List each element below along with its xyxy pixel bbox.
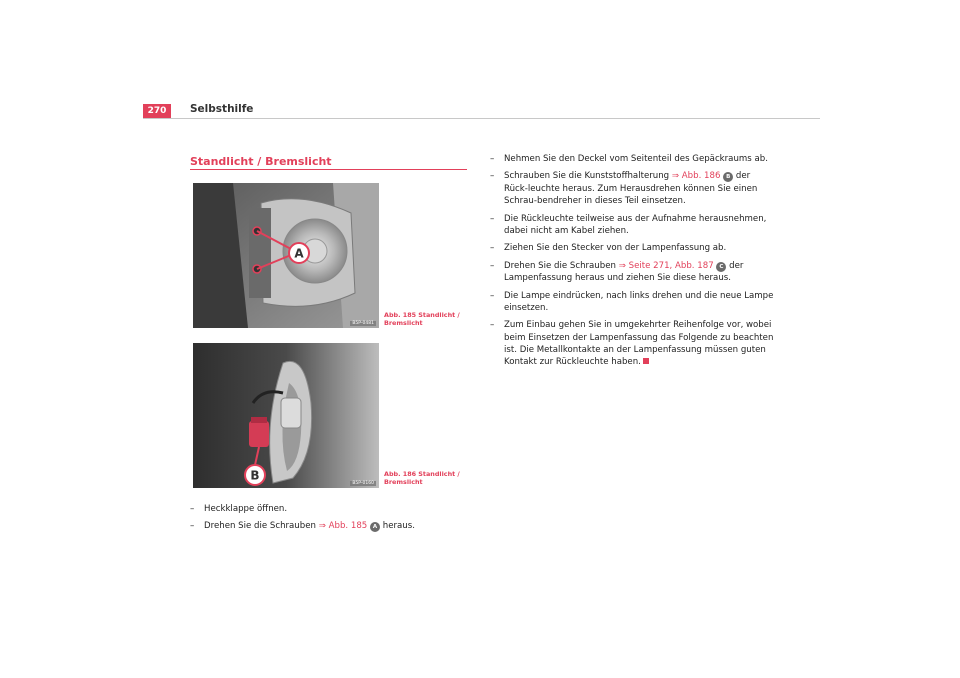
chapter-title: Selbsthilfe	[190, 103, 254, 115]
steps-right-column	[490, 153, 775, 374]
figure-185-photo	[193, 183, 379, 328]
step-text: Die Rückleuchte teilweise aus der Aufnahme herausnehmen, dabei nicht am Kabel ziehen.	[504, 213, 767, 236]
figure-ref-arrow[interactable]: ⇒	[671, 171, 680, 182]
step-item	[490, 319, 775, 368]
callout-badge: A	[370, 522, 380, 532]
step-text: heraus.	[380, 521, 415, 532]
callout-badge: B	[723, 172, 733, 182]
steps-left-column	[190, 503, 475, 538]
step-text: Ziehen Sie den Stecker von der Lampenfassung ab.	[504, 243, 727, 254]
step-dash: –	[490, 260, 495, 271]
figure-186-label: B	[250, 468, 260, 483]
step-dash: –	[190, 521, 195, 532]
step-text: Zum Einbau gehen Sie in umgekehrter Reihenfolge vor, wobei beim Einsetzen der Lampenfassung das Folgende zu beachten ist. Die Metallkontakte an der Lampenfassung müssen guten Kontakt zur Rückleuchte haben.	[504, 320, 774, 368]
page-number: 270	[143, 104, 171, 118]
step-text: der Rück-leuchte heraus. Zum Herausdrehen können Sie einen Schrau-bendreher in dieses Teil einsetzen.	[504, 171, 758, 207]
callout-badge: C	[716, 262, 726, 272]
figure-185-illustration	[193, 183, 379, 328]
step-text: Schrauben Sie die Kunststoffhalterung	[504, 171, 672, 182]
figure-ref-arrow[interactable]: ⇒	[618, 260, 626, 271]
header-divider	[143, 118, 820, 119]
step-text: Heckklappe öffnen.	[204, 504, 288, 514]
step-dash: –	[490, 154, 495, 164]
step-item	[190, 520, 475, 532]
section-divider	[190, 169, 467, 170]
step-dash: –	[490, 213, 495, 224]
figure-ref-link[interactable]: Abb. 186	[679, 171, 724, 182]
step-text: Nehmen Sie den Deckel vom Seitenteil des Gepäckraums ab.	[504, 154, 768, 164]
figure-186-photo	[193, 343, 379, 488]
step-text: Drehen Sie die Schrauben	[504, 260, 619, 271]
section-title: Standlicht / Bremslicht	[190, 155, 332, 168]
step-item	[490, 260, 775, 285]
figure-185-label: A	[294, 246, 304, 261]
step-dash: –	[490, 290, 495, 301]
step-item	[490, 170, 775, 207]
step-dash: –	[190, 504, 195, 514]
figure-186-caption: Abb. 186 Standlicht / Bremslicht	[384, 470, 460, 486]
figure-ref-link[interactable]: Abb. 185	[325, 521, 371, 532]
figure-185-code: B5P-0481	[352, 321, 374, 326]
step-text: Drehen Sie die Schrauben	[204, 521, 319, 532]
step-dash: –	[490, 243, 495, 254]
figure-ref-arrow[interactable]: ⇒	[318, 521, 326, 532]
step-item	[490, 242, 775, 254]
step-item	[490, 290, 775, 315]
step-item	[190, 503, 475, 515]
figure-186-code: B5P-0160	[352, 481, 374, 486]
step-dash: –	[490, 171, 495, 182]
step-text: Die Lampe eindrücken, nach links drehen und die neue Lampe einsetzen.	[504, 290, 774, 313]
step-text: der Lampenfassung heraus und ziehen Sie diese heraus.	[504, 260, 744, 284]
figure-ref-link[interactable]: Seite 271, Abb. 187	[625, 260, 717, 271]
figure-186-illustration	[193, 343, 379, 488]
figure-185-caption: Abb. 185 Standlicht / Bremslicht	[384, 311, 460, 327]
step-item	[490, 153, 775, 165]
section-end-icon	[643, 358, 649, 364]
step-item	[490, 213, 775, 238]
step-dash: –	[490, 320, 495, 331]
